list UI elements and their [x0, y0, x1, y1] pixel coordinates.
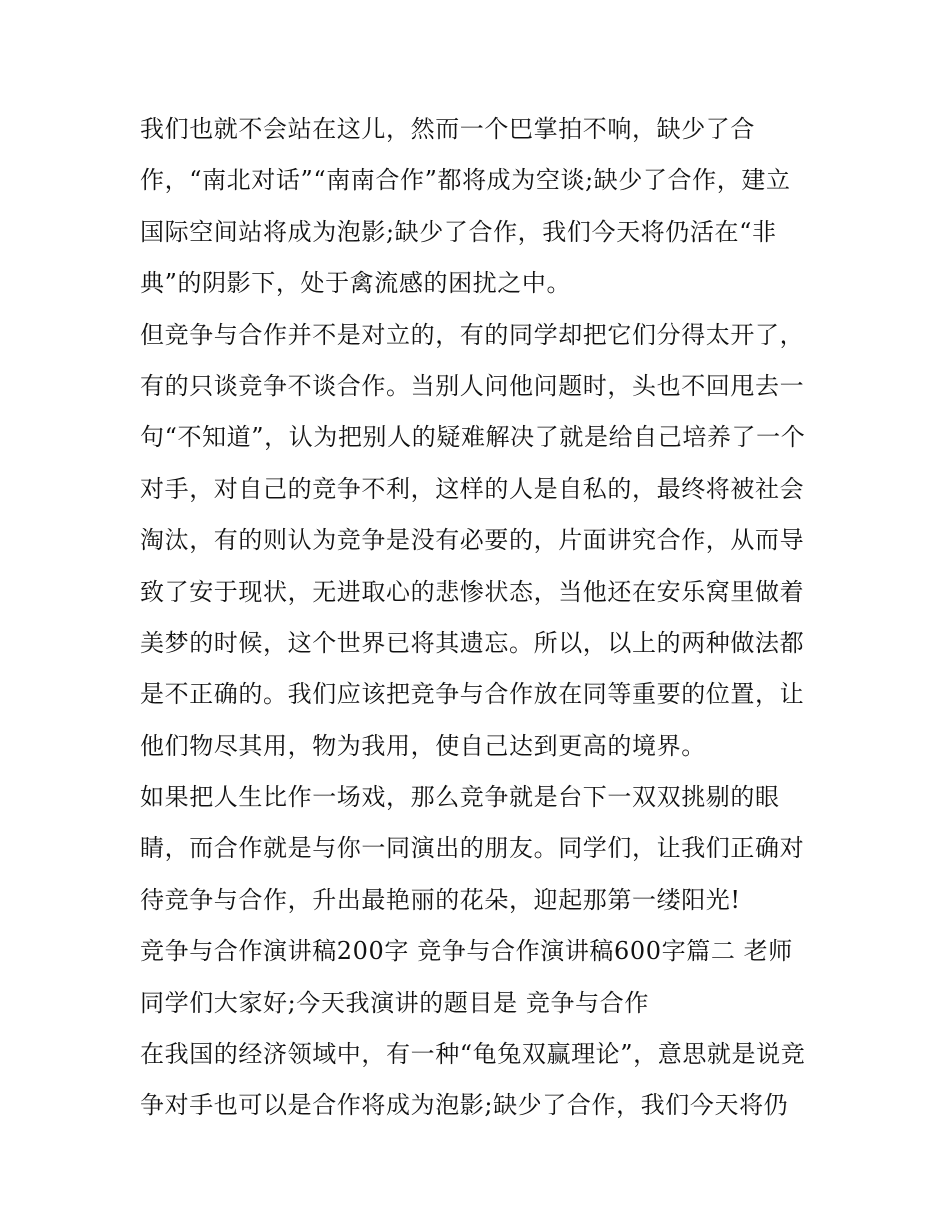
text-line: 争对手也可以是合作将成为泡影;缺少了合作，我们今天将仍 — [140, 1091, 789, 1120]
text-line: 淘汰，有的则认为竞争是没有必要的，片面讲究合作，从而导 — [140, 526, 805, 555]
text-line: 国际空间站将成为泡影;缺少了合作，我们今天将仍活在“非 — [140, 217, 777, 246]
document-body — [140, 104, 820, 1132]
text-line: 句“不知道”，认为把别人的疑难解决了就是给自己培养了一个 — [140, 423, 806, 452]
text-line: 待竞争与合作，升出最艳丽的花朵，迎起那第一缕阳光! — [140, 885, 741, 914]
text-line: 他们物尽其用，物为我用，使自己达到更高的境界。 — [140, 731, 706, 760]
text-line: 但竞争与合作并不是对立的，有的同学却把它们分得太开了， — [140, 320, 805, 349]
text-line: 作，“南北对话”“南南合作”都将成为空谈;缺少了合作，建立 — [140, 166, 791, 195]
text-line: 是不正确的。我们应该把竞争与合作放在同等重要的位置，让 — [140, 680, 805, 709]
text-line: 如果把人生比作一场戏，那么竞争就是台下一双双挑剔的眼 — [140, 783, 780, 812]
text-line: 致了安于现状，无进取心的悲惨状态，当他还在安乐窝里做着 — [140, 577, 805, 606]
text-line: 我们也就不会站在这儿，然而一个巴掌拍不响，缺少了合 — [140, 115, 755, 143]
text-line: 美梦的时候，这个世界已将其遗忘。所以，以上的两种做法都 — [140, 628, 805, 657]
text-line: 在我国的经济领域中，有一种“龟兔双赢理论”，意思就是说竞 — [140, 1040, 806, 1069]
text-line: 有的只谈竞争不谈合作。当别人问他问题时，头也不回甩去一 — [140, 371, 805, 400]
text-line: 竞争与合作演讲稿200字 竞争与合作演讲稿600字篇二 老师 — [140, 937, 793, 966]
text-line: 典”的阴影下，处于禽流感的困扰之中。 — [140, 269, 572, 298]
text-line: 同学们大家好;今天我演讲的题目是 竞争与合作 — [140, 988, 649, 1017]
text-line: 睛，而合作就是与你一同演出的朋友。同学们，让我们正确对 — [140, 834, 805, 863]
text-line: 对手，对自己的竞争不利，这样的人是自私的，最终将被社会 — [140, 474, 805, 503]
